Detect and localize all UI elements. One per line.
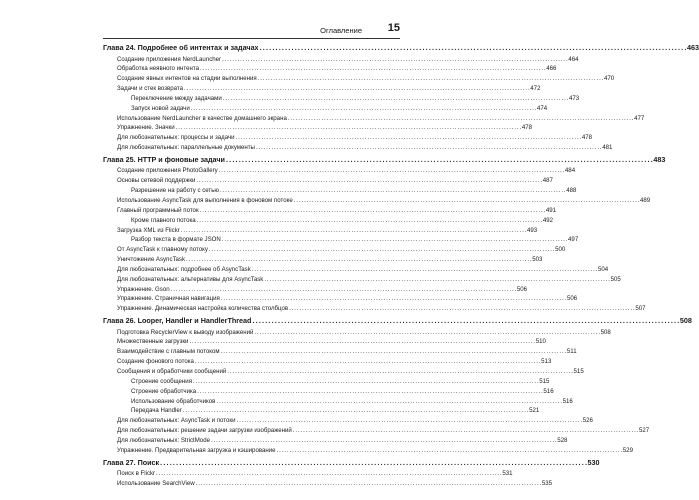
toc-entry-row bbox=[103, 196, 651, 206]
page-ref: 510 bbox=[535, 338, 546, 346]
page-ref: 504 bbox=[598, 265, 609, 273]
toc-entry-row bbox=[103, 436, 568, 446]
entry-title: Разбор текста в формате JSON bbox=[131, 236, 221, 244]
toc-entry-row bbox=[103, 245, 566, 255]
toc-entry-row bbox=[103, 114, 645, 124]
entry-title: Поиск в Flickr bbox=[117, 470, 156, 478]
entry-title: Задачи и стек возврата bbox=[117, 85, 184, 93]
toc-entry-row bbox=[103, 337, 546, 347]
entry-title: Упражнение. Значки bbox=[117, 124, 175, 132]
dot-leader bbox=[260, 42, 686, 55]
dot-leader bbox=[209, 245, 554, 255]
page-ref: 530 bbox=[587, 457, 600, 467]
dot-leader bbox=[197, 387, 542, 397]
page-ref: 513 bbox=[541, 358, 552, 366]
entry-title: Создание явных интентов на стадии выполнения bbox=[117, 75, 257, 83]
table-of-contents bbox=[103, 42, 699, 489]
page-ref: 478 bbox=[581, 134, 592, 142]
page-ref: 528 bbox=[557, 436, 568, 444]
entry-title: Создание фонового потока bbox=[117, 358, 194, 366]
toc-chapter-row bbox=[103, 314, 692, 328]
entry-title: Разрешение на работу с сетью bbox=[131, 187, 219, 195]
dot-leader bbox=[216, 397, 561, 407]
toc-entry-row bbox=[103, 285, 528, 295]
page-ref: 521 bbox=[529, 407, 540, 415]
dot-leader bbox=[156, 469, 501, 479]
toc-chapter-row bbox=[103, 42, 699, 55]
toc-entry-row bbox=[103, 367, 584, 377]
dot-leader bbox=[197, 216, 542, 226]
page-ref: 505 bbox=[610, 275, 621, 283]
toc-entry-row bbox=[103, 377, 550, 387]
toc-entry-row bbox=[103, 255, 543, 265]
toc-entry-row bbox=[103, 166, 576, 176]
page-ref: 500 bbox=[555, 246, 566, 254]
entry-title: Для любознательных: подробнее об AsyncTask bbox=[117, 265, 251, 273]
page-ref: 464 bbox=[568, 55, 579, 63]
dot-leader bbox=[227, 367, 572, 377]
dot-leader bbox=[252, 314, 678, 328]
header-rule bbox=[103, 38, 400, 39]
page-ref: 477 bbox=[634, 114, 645, 122]
entry-title: Для любознательных: альтернативы для AsyncTask bbox=[117, 275, 264, 283]
toc-entry-row bbox=[103, 347, 577, 357]
dot-leader bbox=[196, 479, 541, 489]
entry-title: Главный программный поток bbox=[117, 206, 199, 214]
toc-entry-row bbox=[103, 406, 540, 416]
entry-title: Использование AsyncTask для выполнения в фоновом потоке bbox=[117, 196, 293, 204]
page-ref: 473 bbox=[568, 94, 580, 102]
toc-entry-row bbox=[103, 55, 579, 65]
entry-title: Запуск новой задачи bbox=[131, 104, 190, 112]
chapter-title: Глава 24. Подробнее об интентах и задачах bbox=[103, 43, 259, 52]
dot-leader bbox=[181, 226, 526, 236]
dot-leader bbox=[221, 347, 566, 357]
page-ref: 483 bbox=[653, 154, 666, 164]
toc-entry-row bbox=[103, 397, 573, 407]
page-ref: 508 bbox=[679, 316, 692, 326]
entry-title: Упражнение. Страничная навигация bbox=[117, 295, 220, 303]
toc-entry-row bbox=[103, 294, 578, 304]
dot-leader bbox=[223, 94, 568, 104]
toc-entry-row bbox=[103, 446, 633, 456]
toc-entry-row bbox=[103, 416, 593, 426]
entry-title: Подготовка RecyclerView к выводу изображений bbox=[117, 328, 254, 336]
dot-leader bbox=[222, 235, 567, 245]
page-ref: 507 bbox=[635, 305, 646, 313]
entry-title: Множественные загрузки bbox=[117, 338, 189, 346]
page-ref: 493 bbox=[527, 226, 538, 234]
page-ref: 503 bbox=[532, 256, 543, 264]
toc-entry-row bbox=[103, 104, 548, 114]
toc-entry-row bbox=[103, 94, 580, 104]
dot-leader bbox=[200, 64, 545, 74]
toc-entry-row bbox=[103, 235, 579, 245]
toc-entry-row bbox=[103, 357, 552, 367]
entry-title: Уничтожение AsyncTask bbox=[117, 256, 186, 264]
entry-title: Строение обработчика bbox=[131, 387, 197, 395]
toc-chapter-row bbox=[103, 153, 666, 167]
entry-title: Для любознательных: процессы и задачи bbox=[117, 134, 235, 142]
toc-entry-row bbox=[103, 206, 557, 216]
page-ref: 511 bbox=[566, 348, 577, 356]
page-ref: 508 bbox=[600, 328, 611, 336]
dot-leader bbox=[160, 456, 586, 470]
entry-title: Для любознательных: решение задачи загрузки изображений bbox=[117, 427, 292, 435]
toc-entry-row bbox=[103, 265, 609, 275]
toc-entry-row bbox=[103, 186, 577, 196]
page-ref: 527 bbox=[639, 427, 650, 435]
dot-leader bbox=[196, 176, 541, 186]
dot-leader bbox=[183, 406, 528, 416]
toc-entry-row bbox=[103, 387, 554, 397]
dot-leader bbox=[256, 143, 601, 153]
dot-leader bbox=[211, 436, 556, 446]
page-number: 15 bbox=[387, 22, 400, 34]
page-ref: 463 bbox=[686, 43, 699, 52]
entry-title: Упражнение. Gson bbox=[117, 285, 170, 293]
toc-chapter-row bbox=[103, 456, 600, 470]
entry-title: Использование SearchView bbox=[117, 479, 195, 487]
entry-title: Обработка неявного интента bbox=[117, 65, 200, 73]
page-ref: 531 bbox=[502, 470, 513, 478]
dot-leader bbox=[288, 114, 633, 124]
dot-leader bbox=[264, 275, 609, 285]
toc-entry-row bbox=[103, 133, 592, 143]
entry-title: Переключение между задачами bbox=[131, 94, 222, 102]
chapter-title: Глава 27. Поиск bbox=[103, 457, 160, 467]
page-ref: 466 bbox=[546, 65, 557, 73]
toc-entry-row bbox=[103, 469, 513, 479]
dot-leader bbox=[293, 426, 638, 436]
page-ref: 516 bbox=[562, 397, 573, 405]
toc-entry-row bbox=[103, 216, 554, 226]
entry-title: От AsyncTask к главному потоку bbox=[117, 246, 208, 254]
page-ref: 484 bbox=[564, 167, 576, 175]
page-ref: 529 bbox=[622, 446, 633, 454]
page-ref: 487 bbox=[542, 177, 553, 185]
entry-title: Кроме главного потока bbox=[131, 216, 196, 224]
dot-leader bbox=[221, 294, 566, 304]
dot-leader bbox=[220, 186, 565, 196]
dot-leader bbox=[237, 416, 582, 426]
page-ref: 506 bbox=[516, 285, 528, 293]
page-ref: 472 bbox=[530, 85, 541, 93]
toc-entry-row bbox=[103, 143, 613, 153]
dot-leader bbox=[189, 337, 534, 347]
chapter-title: Глава 26. Looper, Handler и HandlerThread bbox=[103, 316, 252, 326]
toc-entry-row bbox=[103, 84, 541, 94]
dot-leader bbox=[226, 153, 652, 167]
page-ref: 515 bbox=[539, 377, 550, 385]
page-ref: 489 bbox=[639, 196, 651, 204]
dot-leader bbox=[200, 206, 545, 216]
entry-title: Использование обработчиков bbox=[131, 397, 216, 405]
dot-leader bbox=[254, 328, 599, 338]
dot-leader bbox=[176, 123, 521, 133]
toc-entry-row bbox=[103, 74, 615, 84]
page-ref: 506 bbox=[567, 295, 578, 303]
entry-title: Создание приложения PhotoGallery bbox=[117, 167, 218, 175]
dot-leader bbox=[289, 304, 634, 314]
page-ref: 492 bbox=[542, 216, 554, 224]
page-ref: 515 bbox=[573, 367, 584, 375]
dot-leader bbox=[277, 446, 622, 456]
page-ref: 491 bbox=[545, 206, 557, 214]
entry-title: Взаимодействие с главным потоком bbox=[117, 348, 220, 356]
dot-leader bbox=[219, 166, 564, 176]
toc-entry-row bbox=[103, 304, 646, 314]
entry-title: Для любознательных: AsyncTask и потоки bbox=[117, 417, 236, 425]
toc-entry-row bbox=[103, 275, 621, 285]
toc-entry-row bbox=[103, 479, 553, 489]
page-ref: 535 bbox=[541, 479, 553, 487]
toc-entry-row bbox=[103, 176, 553, 186]
toc-entry-row bbox=[103, 328, 611, 338]
dot-leader bbox=[191, 104, 536, 114]
page-ref: 474 bbox=[537, 104, 548, 112]
entry-title: Для любознательных: параллельные документы bbox=[117, 144, 255, 152]
dot-leader bbox=[258, 74, 603, 84]
dot-leader bbox=[222, 55, 567, 65]
dot-leader bbox=[236, 133, 581, 143]
page-ref: 488 bbox=[566, 187, 577, 195]
page-ref: 481 bbox=[602, 144, 613, 152]
entry-title: Строение сообщения bbox=[131, 377, 192, 385]
toc-entry-row bbox=[103, 426, 650, 436]
dot-leader bbox=[193, 377, 538, 387]
page-ref: 516 bbox=[543, 387, 554, 395]
page-ref: 497 bbox=[568, 236, 579, 244]
entry-title: Использование NerdLauncher в качестве домашнего экрана bbox=[117, 114, 287, 122]
entry-title: Основы сетевой поддержки bbox=[117, 177, 196, 185]
page-header bbox=[103, 22, 400, 38]
page-ref: 478 bbox=[521, 124, 533, 132]
entry-title: Упражнение. Динамическая настройка количества столбцов bbox=[117, 305, 289, 313]
entry-title: Сообщения и обработчики сообщений bbox=[117, 367, 227, 375]
dot-leader bbox=[195, 357, 540, 367]
page-ref: 470 bbox=[603, 75, 615, 83]
chapter-title: Глава 25. HTTP и фоновые задачи bbox=[103, 154, 225, 164]
entry-title: Передача Handler bbox=[131, 407, 182, 415]
dot-leader bbox=[294, 196, 639, 206]
toc-entry-row bbox=[103, 64, 557, 74]
dot-leader bbox=[171, 285, 516, 295]
dot-leader bbox=[186, 255, 531, 265]
toc-entry-row bbox=[103, 123, 533, 133]
page-ref: 526 bbox=[582, 417, 593, 425]
entry-title: Упражнение. Предварительная загрузка и кэширование bbox=[117, 446, 276, 454]
entry-title: Загрузка XML из Flickr bbox=[117, 226, 180, 234]
entry-title: Для любознательных: StrictMode bbox=[117, 436, 210, 444]
toc-entry-row bbox=[103, 226, 538, 236]
running-title: Оглавление bbox=[320, 26, 362, 35]
entry-title: Создание приложения NerdLauncher bbox=[117, 55, 222, 63]
dot-leader bbox=[184, 84, 529, 94]
dot-leader bbox=[252, 265, 597, 275]
